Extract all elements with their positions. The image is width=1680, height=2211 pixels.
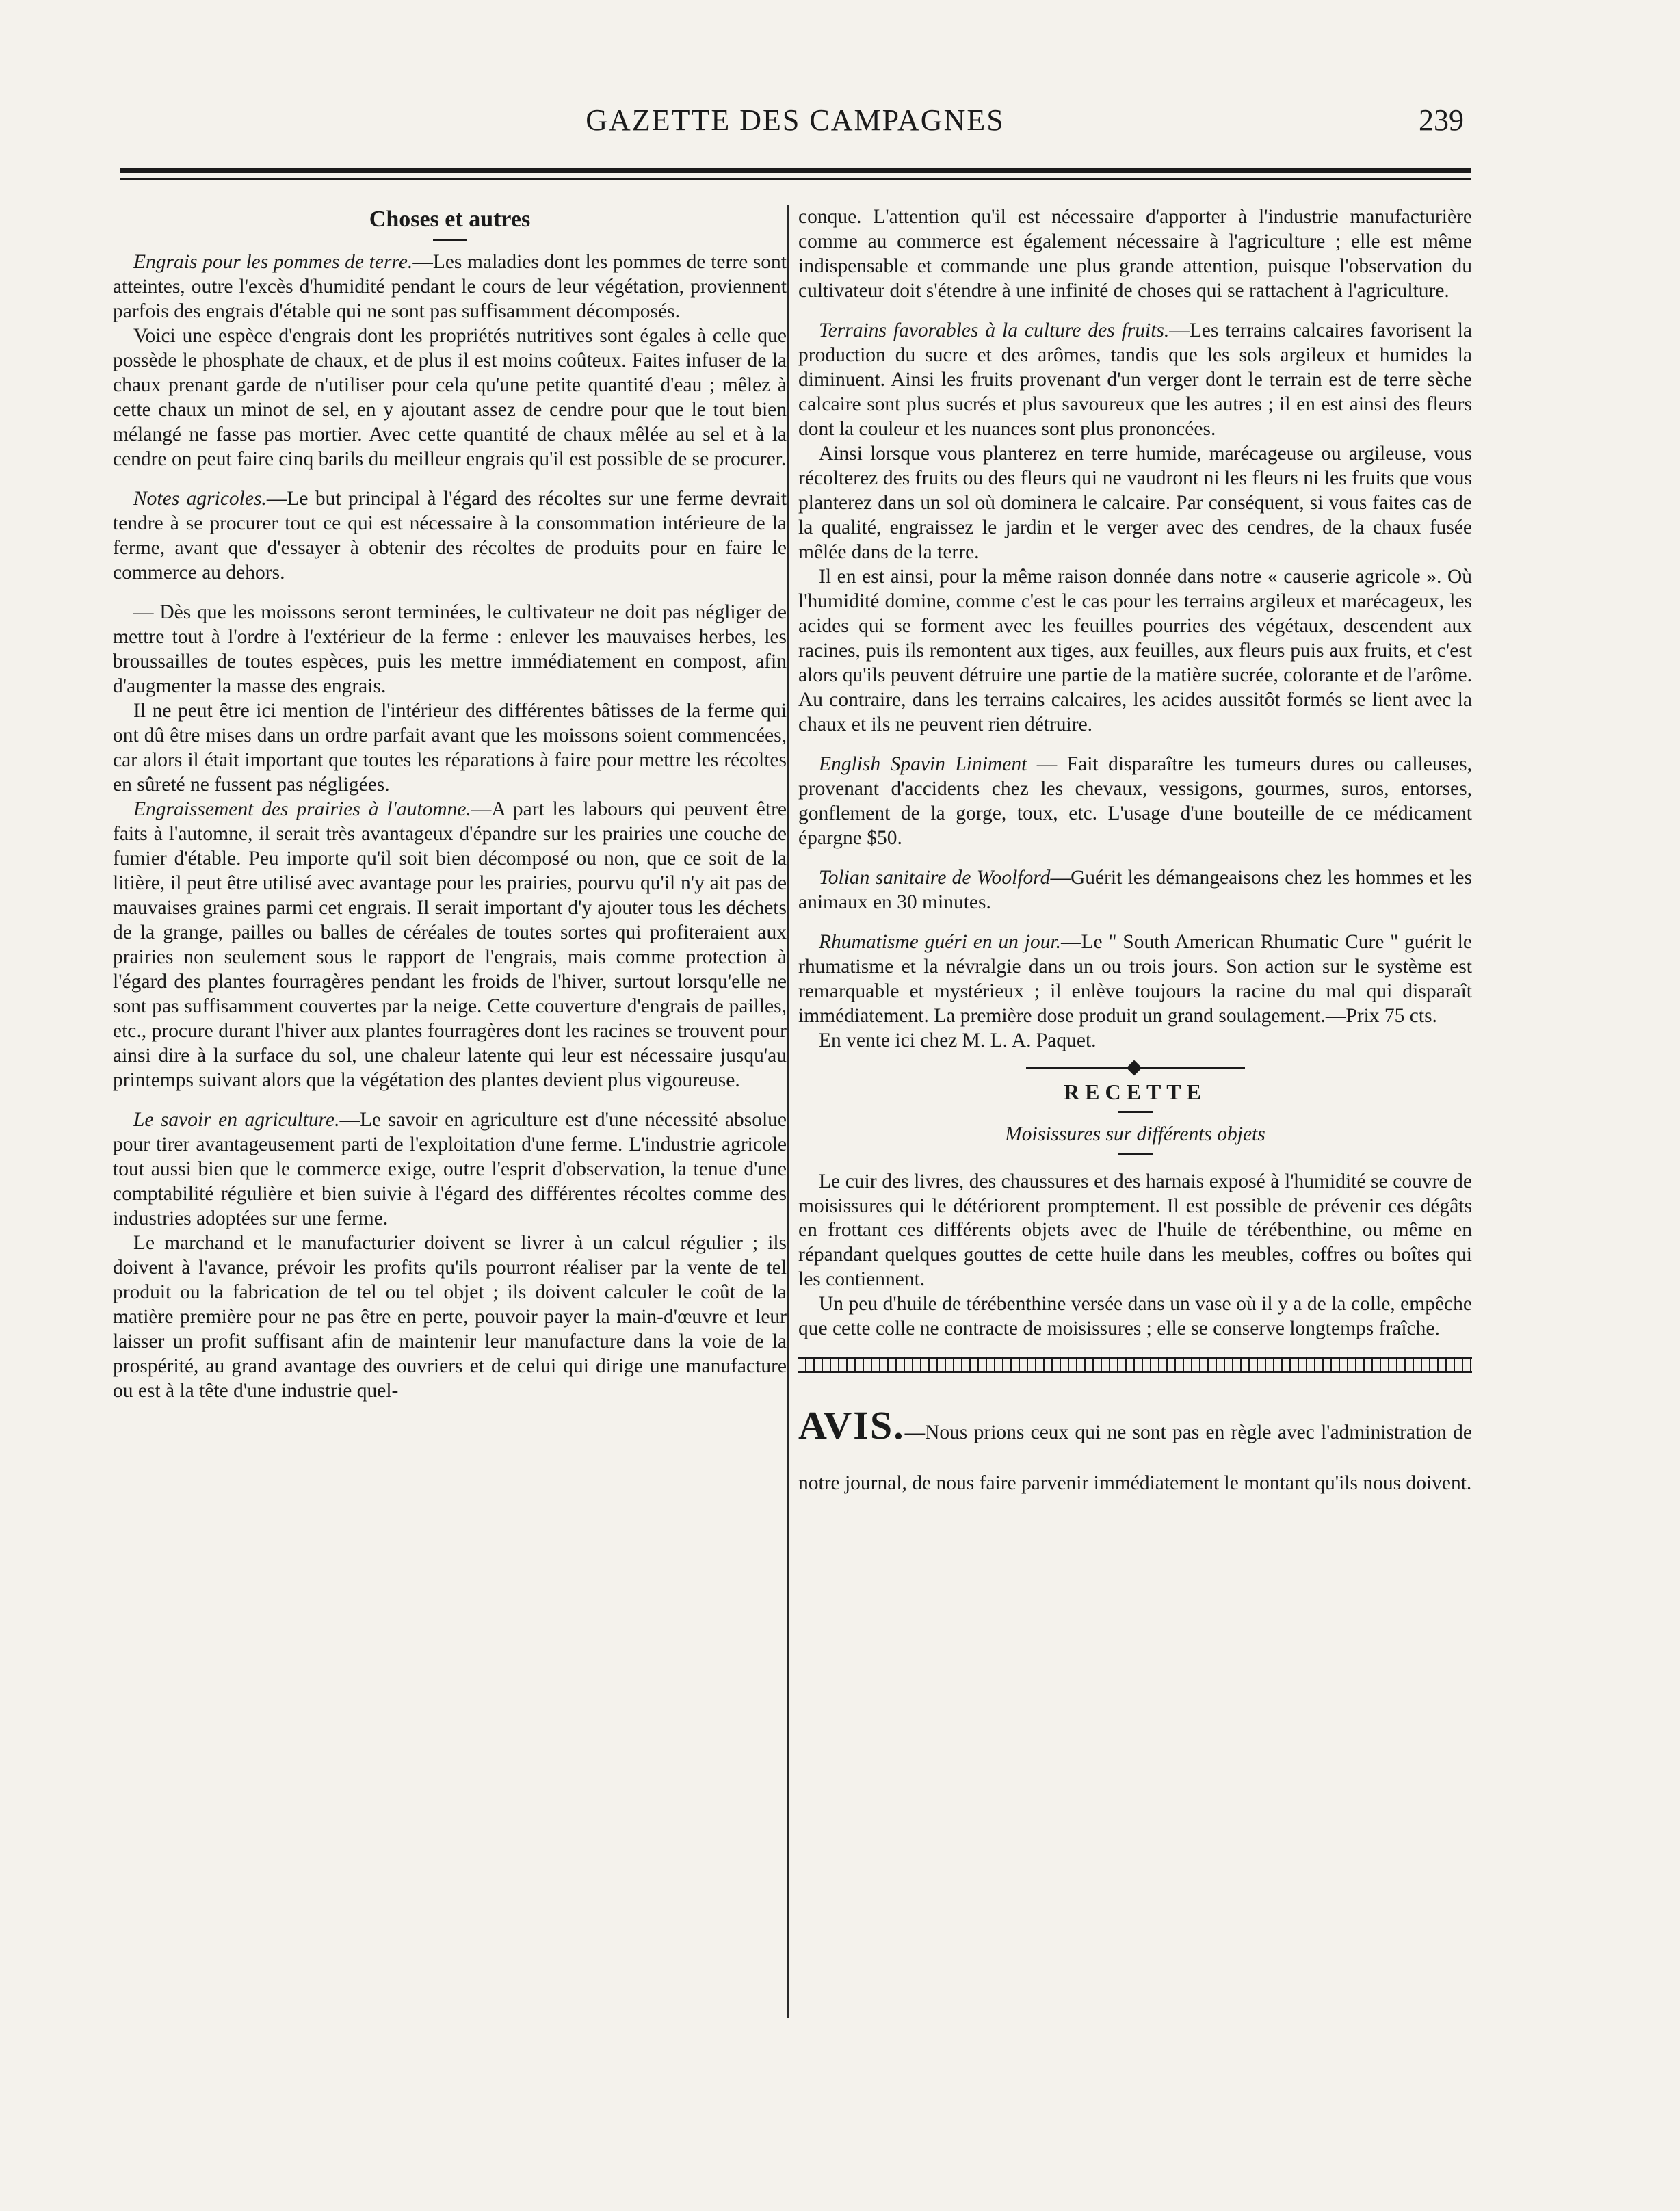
notice-block xyxy=(798,1388,1472,1502)
left-column xyxy=(113,205,787,1404)
advert-lead: Tolian sanitaire de Woolford xyxy=(819,866,1051,889)
newspaper-title: GAZETTE DES CAMPAGNES xyxy=(586,103,1005,137)
advert-lead: Rhumatisme guéri en un jour. xyxy=(819,930,1062,953)
article-text: Voici une espèce d'engrais dont les propriétés nutritives sont égales à celle que possède le phosphate de chaux, et de plus il est moins coûteux. Faites infuser de la chaux prenant garde de n'utiliser pour cela qu'une petite quantité d'eau ; mêlez à cette chaux un minot de sel, en y ajoutant assez de cendre pour que le tout bien mélangé ne fasse pas mortier. Avec cette quantité de chaux mêlée au sel et à la cendre on peut faire cinq barils du meilleur engrais qu'il est possible de se procurer. xyxy=(113,325,787,471)
article-paragraph xyxy=(113,1231,787,1404)
page-header xyxy=(120,103,1471,151)
short-rule xyxy=(1118,1153,1153,1155)
advert-text: En vente ici chez M. L. A. Paquet. xyxy=(819,1029,1097,1051)
article-text: —Les maladies dont les pommes de terre sont atteintes, outre l'excès d'humidité pendant le cours de leur végétation, proviennent parfois des engrais d'étable qui ne sont pas suffisamment décomposés. xyxy=(113,251,787,323)
article-paragraph xyxy=(798,319,1472,442)
article-text: Il ne peut être ici mention de l'intérieur des différentes bâtisses de la ferme qui ont dû être mises dans un ordre parfait avant que les moissons soient commencées, car alors il était important que toutes les réparations à faire pour mettre les récoltes en sûreté ne fussent pas négligées. xyxy=(113,700,787,796)
notice-paragraph xyxy=(798,1388,1472,1502)
header-rule-thick xyxy=(120,168,1471,173)
short-rule xyxy=(1118,1111,1153,1113)
chain-border xyxy=(798,1357,1472,1373)
article-lead: Engrais pour les pommes de terre. xyxy=(133,251,413,274)
advert-text: — Fait disparaître les tumeurs dures ou calleuses, provenant d'accidents chez les chevaux, vessigons, gourmes, suros, entorses, gonflement de la gorge, toux, etc. L'usage d'une bouteille de ce médicament épargne $50. xyxy=(798,753,1473,849)
article-text: —A part les labours qui peuvent être faits à l'automne, il serait très avantageux d'épandre sur les prairies une couche de fumier d'étable. Peu importe qu'il soit bien décomposé ou non, que ce soit de la litière, il peut être utilisé avec avantage pour les prairies, pourvu qu'il n'y ait pas de mauvaises graines parmi cet engrais. Il serait important d'y ajouter tous les déchets de la grange, pailles ou balles de céréales de toutes sortes qui profiteraient aux prairies non seulement sous le rapport de l'engrais, mais comme protection à l'égard des plantes fourragères pendant les froids de l'hiver, surtout lorsqu'elle ne sont pas suffisamment couvertes par la neige. Cette couverture d'engrais de pailles, etc., procure durant l'hiver aux plantes fourragères dont les racines se trouvent pour ainsi dire à la surface du sol, une chaleur latente qui leur est nécessaire jusqu'au printemps suivant alors que la végétation des plantes devient plus vigoureuse. xyxy=(113,798,787,1091)
notice-text: —Nous prions ceux qui ne sont pas en règle avec l'administration de notre journal, de nous faire parvenir immédiatement le montant qu'ils nous doivent. xyxy=(798,1422,1472,1494)
advert-paragraph xyxy=(798,753,1472,851)
article-lead: Terrains favorables à la culture des fruits. xyxy=(819,319,1170,341)
article-paragraph xyxy=(113,798,787,1093)
notice-word: AVIS. xyxy=(798,1403,905,1448)
column-divider xyxy=(787,205,789,2018)
article-paragraph xyxy=(798,565,1472,737)
recipe-heading: RECETTE xyxy=(1064,1079,1207,1104)
right-column xyxy=(798,205,1472,1502)
header-rule-thin xyxy=(120,178,1471,180)
ornament-rule xyxy=(1026,1067,1245,1069)
article-paragraph xyxy=(113,324,787,472)
section-title: Choses et autres xyxy=(369,207,531,232)
article-lead: Notes agricoles. xyxy=(133,488,267,510)
article-paragraph xyxy=(113,699,787,798)
recipe-subtitle: Moisissures sur différents objets xyxy=(1005,1123,1265,1145)
article-text: Il en est ainsi, pour la même raison donnée dans notre « causerie agricole ». Où l'humidité domine, comme c'est le cas pour les terrains argileux et marécageux, les acides qui se forment avec les feuilles pourries des végétaux, descendent aux racines, puis ils remontent aux tiges, aux feuilles, aux fleurs puis aux fruits, et c'est alors qu'ils peuvent détruire une partie de la matière sucrée, colorante et de l'arôme. Au contraire, dans les terrains calcaires, les acides aussitôt formés se lient avec la chaux et ils ne peuvent rien détruire. xyxy=(798,565,1472,735)
article-lead: Le savoir en agriculture. xyxy=(133,1108,340,1131)
article-text: Le marchand et le manufacturier doivent se livrer à un calcul régulier ; ils doivent à l'avance, prévoir les profits qu'ils pourront réaliser par la vente de tel produit ou la fabrication de tel ou tel objet ; ils doivent calculer le coût de la matière première pour ne pas être en perte, pouvoir payer la main-d'œuvre et leur laisser un profit suffisant afin de maintenir leur manufacture dans la voie de la prospérité, au grand avantage des ouvriers et de celui qui dirige une manufacture ou est à la tête d'une industrie quel- xyxy=(113,1231,787,1402)
article-text: — Dès que les moissons seront terminées, le cultivateur ne doit pas négliger de mettre tout à l'ordre à l'extérieur de la ferme : enlever les mauvaises herbes, les broussailles de toutes espèces, puis les mettre immédiatement en compost, afin d'augmenter la masse des engrais. xyxy=(113,601,787,698)
article-paragraph xyxy=(113,1108,787,1231)
advert-text: —Guérit les démangeaisons chez les hommes et les animaux en 30 minutes. xyxy=(798,866,1473,913)
advert-paragraph xyxy=(798,1029,1472,1054)
recipe-paragraph: Le cuir des livres, des chaussures et des harnais exposé à l'humidité se couvre de moisissures qui le détériorent promptement. Il est possible de prévenir ces dégâts en frottant ces différents objets avec de l'huile de térébenthine, ou même en répandant quelques gouttes de cette huile dans les meubles, coffres ou boîtes qui les contiennent. xyxy=(798,1170,1472,1291)
article-paragraph xyxy=(798,442,1472,565)
article-paragraph xyxy=(113,487,787,586)
advert-text: —Le " South American Rhumatic Cure " guérit le rhumatisme et la névralgie dans un ou trois jours. Son action sur le système est remarquable et mystérieux ; il enlève toujours la racine du mal qui disparaît immédiatement. La première dose produit un grand soulagement.—Prix 75 cts. xyxy=(798,930,1472,1027)
article-text: —Le but principal à l'égard des récoltes sur une ferme devrait tendre à se procurer tout ce qui est nécessaire à la consommation intérieure de la ferme, avant que d'essayer à obtenir des récoltes de produits pour en faire le commerce au dehors. xyxy=(113,488,787,584)
article-text: conque. L'attention qu'il est nécessaire d'apporter à l'industrie manufacturière comme au commerce est également nécessaire à l'agriculture ; elle est même indispensable et commande une plus grande attention, puisque l'observation du cultivateur doit s'étendre à une infinité de choses qui se rattachent à l'agriculture. xyxy=(798,206,1472,302)
article-text: Ainsi lorsque vous planterez en terre humide, marécageuse ou argileuse, vous récolterez des fruits ou des fleurs qui ne vaudront ni les fleurs ni les fruits que vous planterez dans un sol où dominera le calcaire. Par conséquent, si vous faites cas de la qualité, engraissez le jardin et le verger avec des cendres, de la chaux fusée mêlée dans de la terre. xyxy=(798,442,1472,563)
article-paragraph xyxy=(113,250,787,324)
article-text: —Le savoir en agriculture est d'une nécessité absolue pour tirer avantageusement parti de l'exploitation d'une ferme. L'industrie agricole tout aussi bien que le commerce exige, outre l'esprit d'observation, la tenue d'une comptabilité régulière et bien suivie à l'égard des différentes récoltes comme des industries adoptées sur une ferme. xyxy=(113,1108,787,1229)
article-paragraph xyxy=(798,205,1472,304)
short-rule xyxy=(433,239,467,241)
page-number: 239 xyxy=(1419,103,1464,137)
article-lead: Engraissement des prairies à l'automne. xyxy=(133,798,471,821)
article-paragraph xyxy=(113,601,787,699)
advert-paragraph xyxy=(798,866,1472,915)
article-text: —Les terrains calcaires favorisent la production du sucre et des arômes, tandis que les sols argileux et humides la diminuent. Ainsi les fruits provenant d'un verger dont le terrain est de terre sèche calcaire sont plus sucrés et plus savoureux que les autres ; il en est ainsi des fleurs dont la couleur et les nuances sont plus prononcées. xyxy=(798,319,1472,440)
advert-lead: English Spavin Liniment xyxy=(819,753,1027,775)
advert-paragraph xyxy=(798,930,1472,1029)
recipe-paragraph: Un peu d'huile de térébenthine versée dans un vase où il y a de la colle, empêche que cette colle ne contracte de moisissures ; elle se conserve longtemps fraîche. xyxy=(798,1293,1472,1340)
